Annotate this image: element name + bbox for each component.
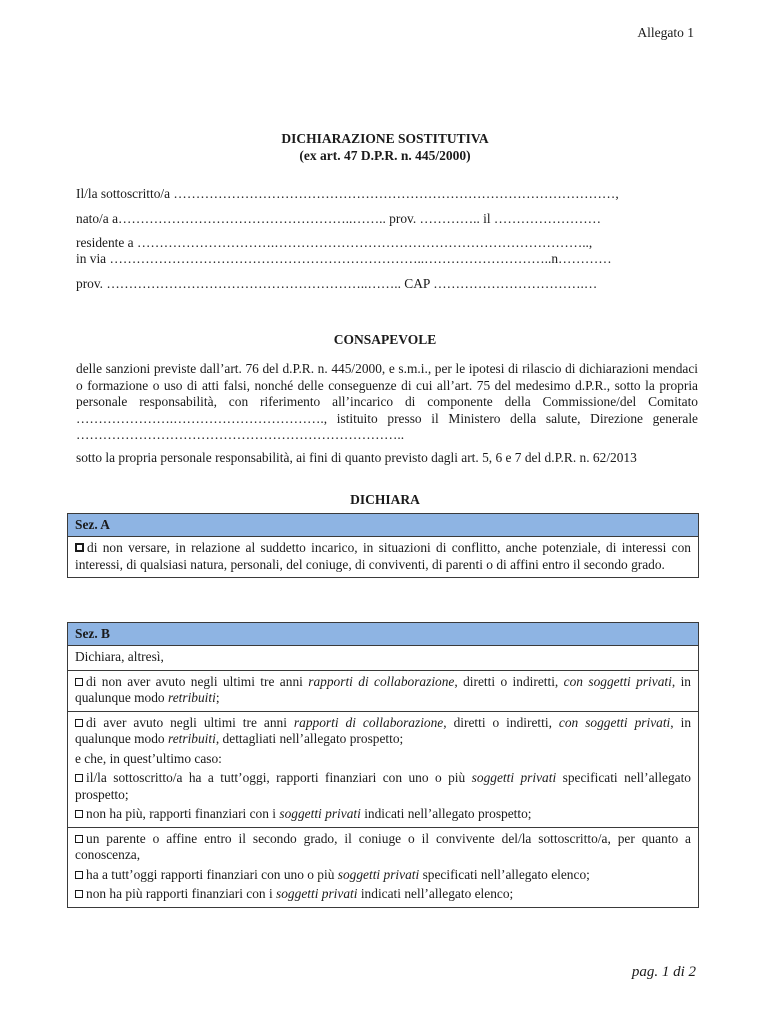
checkbox-icon[interactable] xyxy=(75,835,83,843)
option-2-sub-2 xyxy=(75,806,691,823)
riferimento-paragraph: sotto la propria personale responsabilità, ai fini di quanto previsto dagli art. 5, 6 e 7 del d.P.R. n. 62/2013 xyxy=(76,449,637,465)
field-nato[interactable]: nato/a a……………………………………………..…….. prov. ………….. il …………………… xyxy=(76,211,602,226)
option-text: , dettagliati nell’allegato prospetto; xyxy=(215,731,404,746)
option-text: ; xyxy=(215,690,220,705)
page-number: pag. 1 di 2 xyxy=(631,964,696,980)
dichiara-heading: DICHIARA xyxy=(350,492,420,507)
option-emphasis: retribuiti xyxy=(167,690,216,705)
option-text: specificati nell’allegato elenco; xyxy=(419,866,590,882)
checkbox-icon[interactable] xyxy=(75,810,83,818)
option-text: di aver avuto negli ultimi tre anni xyxy=(86,714,294,730)
option-text: indicati nell’allegato elenco; xyxy=(357,886,514,901)
section-a-title: Sez. A xyxy=(68,514,698,537)
option-text: , diretti o indiretti, xyxy=(443,714,559,730)
option-text: , in qualunque modo xyxy=(75,714,692,746)
section-a-option xyxy=(68,537,698,577)
field-sottoscritto[interactable]: Il/la sottoscritto/a ………………………………………………………………………………………, xyxy=(76,186,619,201)
document-subtitle: (ex art. 47 D.P.R. n. 445/2000) xyxy=(299,148,471,163)
option-emphasis: soggetti privati xyxy=(471,770,557,785)
option-text: indicati nell’allegato prospetto; xyxy=(360,806,532,821)
option-emphasis: rapporti di collaborazione xyxy=(308,673,455,689)
attachment-label: Allegato 1 xyxy=(637,25,694,40)
field-residente[interactable]: residente a ………………………….…………………………………………………………….., xyxy=(76,235,593,250)
checkbox-icon[interactable] xyxy=(75,543,84,552)
consapevole-paragraph: delle sanzioni previste dall’art. 76 del d.P.R. n. 445/2000, e s.m.i., per le ipotesi di rilascio di dichiarazioni mendaci o formazione o uso di atti falsi, nonché delle conseguenze di cui all’art. 75 del medesimo d.P.R., sotto la propria personale responsabilità, con riferimento all’incarico di componente della Commissione/del Comitato ………………….……………………………., istituito presso il Ministero della salute, Direzione generale ……………………………………………………………….. xyxy=(76,361,698,442)
section-a xyxy=(67,513,699,578)
option-text: non ha più, rapporti finanziari con i xyxy=(86,806,280,821)
option-text: , diretti o indiretti, xyxy=(454,673,564,689)
section-b-option-2 xyxy=(68,711,698,827)
checkbox-icon[interactable] xyxy=(75,774,83,782)
checkbox-icon[interactable] xyxy=(75,871,83,879)
document-title: DICHIARAZIONE SOSTITUTIVA xyxy=(281,131,489,146)
option-text: non ha più rapporti finanziari con i xyxy=(86,886,277,901)
option-emphasis: con soggetti privati xyxy=(563,673,672,689)
option-text: ha a tutt’oggi rapporti finanziari con uno o più xyxy=(86,866,338,882)
option-text: il/la sottoscritto/a ha a tutt’oggi, rapporti finanziari con uno o più xyxy=(86,770,472,785)
option-2-sub-1 xyxy=(75,770,691,803)
option-emphasis: rapporti di collaborazione xyxy=(293,714,444,730)
checkbox-icon[interactable] xyxy=(75,719,83,727)
checkbox-icon[interactable] xyxy=(75,678,83,686)
option-text: , in qualunque modo xyxy=(75,673,691,705)
option-3-sub-1 xyxy=(75,867,691,884)
field-via[interactable]: in via ……………………………………………………………..………………………..n………… xyxy=(76,251,612,266)
option-emphasis: soggetti privati xyxy=(276,886,358,901)
option-emphasis: soggetti privati xyxy=(279,806,361,821)
checkbox-icon[interactable] xyxy=(75,890,83,898)
section-b-title: Sez. B xyxy=(68,623,698,646)
option-text: un parente o affine entro il secondo grado, il coniuge o il convivente del/la sottoscritto/a, per quanto a conoscenza, xyxy=(75,830,691,862)
option-3-sub-2 xyxy=(75,886,691,903)
section-b-intro-text: Dichiara, altresì, xyxy=(75,649,164,664)
section-b-option-3 xyxy=(68,827,698,907)
section-a-text: di non versare, in relazione al suddetto incarico, in situazioni di conflitto, anche potenziale, di interessi con interessi, di qualsiasi natura, personali, del coniuge, di conviventi, di parenti o di affini entro il secondo grado. xyxy=(75,540,691,572)
consapevole-block xyxy=(76,361,698,466)
section-b-intro xyxy=(68,646,698,670)
field-prov-cap[interactable]: prov. …………………………………………………..…….. CAP …………………………….… xyxy=(76,276,598,291)
option-emphasis: con soggetti privati xyxy=(558,714,671,730)
section-b-option-1 xyxy=(68,670,698,711)
option-2-followup: e che, in quest’ultimo caso: xyxy=(75,750,222,766)
option-emphasis: soggetti privati xyxy=(337,866,420,882)
option-emphasis: retribuiti xyxy=(167,731,216,746)
option-text: specificati nell’allegato prospetto; xyxy=(75,770,691,802)
section-b xyxy=(67,622,699,908)
option-text: di non aver avuto negli ultimi tre anni xyxy=(86,673,309,689)
consapevole-heading: CONSAPEVOLE xyxy=(333,332,437,347)
